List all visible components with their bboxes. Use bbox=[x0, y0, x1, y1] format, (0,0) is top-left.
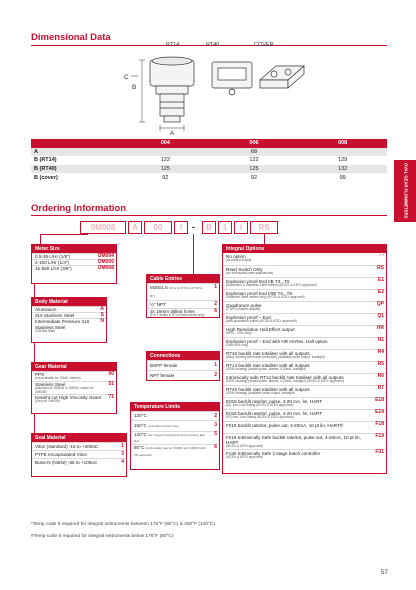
meter-drawing bbox=[150, 57, 194, 122]
code-box-meter: 0M008 bbox=[80, 221, 126, 234]
option-note: (SS) incl. Low Rating (IECEx & ATEX approved) bbox=[226, 415, 294, 420]
option-note: (Al), incl. Low Rating (IECEx & ATEX approved) bbox=[226, 403, 294, 408]
option-code: - - bbox=[379, 252, 384, 258]
option-code: F31 bbox=[375, 449, 384, 455]
seal-material-box bbox=[31, 433, 127, 477]
option-note: (Aluminium & Stainless Steel meters) (IECEx & ATEX approved) bbox=[226, 283, 317, 288]
option-code: 2 bbox=[214, 372, 217, 378]
header-cell bbox=[31, 139, 121, 148]
product-drawings bbox=[120, 50, 320, 138]
footnote-temp-code-5: *Temp code 5 required for integral instruments between 176°F (80°C) & 250°F (120°C) bbox=[31, 522, 215, 527]
cover-drawing bbox=[260, 66, 304, 88]
option-label: ½" NPT bbox=[150, 302, 166, 307]
row-label: A bbox=[31, 148, 121, 157]
body-material-box bbox=[31, 297, 107, 343]
option-code: S bbox=[100, 312, 104, 319]
option-note: (2 NPN phased outputs) bbox=[226, 307, 261, 312]
option-label: F130 Intrinsically Safe 2 stage batch controller bbox=[226, 451, 321, 456]
option-label: BSPP female bbox=[150, 363, 178, 368]
option-note: (GRN housing) (scaled pulse, alarms, 4-20mA, loadlight) bbox=[226, 367, 306, 372]
option-note: (Alloy housing with linear protection) (available pulse output, loadlight) bbox=[226, 355, 325, 360]
header-cell: 004 bbox=[121, 139, 210, 148]
option-code: R7 bbox=[377, 385, 384, 391]
option-code: R6 bbox=[377, 373, 384, 379]
code-box-cable: B bbox=[202, 221, 216, 234]
connections-box bbox=[146, 351, 220, 381]
option-label: E018 backlit rate/tot, pulse, 4-20 mA, lin, HART bbox=[226, 399, 323, 404]
dimension-table bbox=[31, 139, 387, 182]
code-box-gear: 00 bbox=[144, 221, 172, 234]
meter-size-title: Meter Size bbox=[32, 245, 116, 253]
option-code: HR bbox=[376, 325, 384, 331]
option-label: Quadrature pulse bbox=[226, 303, 262, 308]
option-note: (GRN housing) (available pulse output, loadlight) bbox=[226, 391, 295, 396]
list-item bbox=[147, 283, 219, 300]
option-code: 3 bbox=[121, 451, 124, 457]
list-item bbox=[223, 349, 386, 361]
list-item bbox=[223, 397, 386, 409]
option-code: 3 bbox=[214, 422, 217, 428]
option-code: E1 bbox=[377, 277, 384, 283]
integral-options-box bbox=[222, 244, 387, 474]
option-note: (For 1 series & RT40 instruments only) bbox=[150, 313, 205, 318]
list-item bbox=[131, 444, 219, 457]
cell: 129 bbox=[338, 157, 348, 164]
option-note: (GRN housing) (scaled pulse, alarms, 4-20mA, loadlight) (IECEx & ATEX approved) bbox=[226, 379, 344, 384]
option-note: (not available for 135oC meters) bbox=[35, 376, 81, 381]
option-code: OM006 bbox=[97, 259, 114, 266]
dim-a-label: A bbox=[170, 130, 175, 137]
connector-line bbox=[40, 234, 41, 244]
option-note: (Stainless Steel meters only) (IECEx & ATEX approved) bbox=[226, 295, 305, 300]
list-item bbox=[32, 394, 116, 404]
option-label: Aluminium bbox=[35, 307, 57, 312]
row-label: B (cover) bbox=[34, 174, 58, 181]
option-code: A bbox=[100, 306, 104, 312]
option-label: Explosion proof – Exd with HR Hi-Res. Hall option bbox=[226, 339, 328, 344]
option-code: 1 bbox=[214, 362, 217, 368]
option-label: Intrinsically safe RT14 backlit rate totaliser with all outputs bbox=[226, 375, 344, 380]
option-label: 150°C bbox=[134, 423, 147, 428]
code-box-connection: 1 bbox=[218, 221, 232, 234]
option-label: RT14 backlit rate totaliser with all outputs bbox=[226, 363, 310, 368]
option-code: OM004 bbox=[97, 253, 114, 259]
option-code: OM008 bbox=[97, 265, 114, 272]
integral-options-list bbox=[223, 253, 386, 461]
table-row bbox=[31, 156, 387, 165]
option-code: H1 bbox=[377, 337, 384, 343]
list-item bbox=[223, 337, 386, 349]
option-label: Reed Switch Only bbox=[226, 267, 263, 272]
option-code: 00 bbox=[108, 371, 114, 377]
row-label: B (RT14) bbox=[34, 157, 57, 164]
table-row bbox=[31, 148, 387, 157]
option-label: 120°C bbox=[134, 413, 147, 418]
option-code: QP bbox=[376, 301, 384, 307]
seal-material-title: Seal Material bbox=[32, 434, 126, 442]
list-item bbox=[223, 325, 386, 337]
option-label: NPT female bbox=[150, 373, 175, 378]
cell: 99 bbox=[339, 174, 346, 181]
option-note: (for Intrinsically safe applications) bbox=[226, 271, 274, 276]
rt40-drawing bbox=[212, 62, 252, 95]
code-box-integral: RS bbox=[250, 221, 278, 234]
list-item bbox=[32, 458, 126, 466]
option-label: 316 Stainless Steel bbox=[35, 313, 75, 319]
option-note: (One HR6 only) bbox=[226, 343, 249, 348]
option-label: PPS bbox=[35, 372, 45, 377]
option-label: Kesisht cut High Viscosity Gears bbox=[35, 395, 102, 401]
dim-b-label: B bbox=[132, 84, 137, 91]
section-side-tab: OVAL GEAR FLOWMETERS bbox=[394, 160, 416, 222]
option-code: F19 bbox=[375, 433, 384, 439]
cable-entries-box bbox=[146, 274, 220, 318]
option-code: 6 bbox=[214, 308, 217, 314]
option-label: No option bbox=[226, 254, 246, 259]
option-note: (Intrinsically safe for OM004 and OM006 with FM approval) bbox=[134, 446, 206, 457]
option-code: E2 bbox=[377, 289, 384, 295]
option-label: RT40 backlit rate totaliser with all outputs bbox=[226, 387, 310, 392]
list-item bbox=[147, 370, 219, 380]
meter-size-box bbox=[31, 244, 117, 284]
list-item bbox=[32, 442, 126, 450]
table-row bbox=[31, 173, 387, 182]
option-note: (IECEx & ATEX approved) bbox=[226, 444, 264, 449]
list-item bbox=[223, 361, 386, 373]
list-item bbox=[223, 409, 386, 421]
cell: 92 bbox=[162, 174, 169, 181]
list-item bbox=[223, 373, 386, 385]
option-label: PTFE encapsulated Viton bbox=[35, 452, 88, 457]
option-label: 2-100 L/Hr (1/4") bbox=[35, 260, 70, 266]
option-note: (with quadrature pulse) (IECEx & ATEX approved) bbox=[226, 319, 297, 324]
gear-material-box bbox=[31, 362, 117, 414]
option-code: 6 bbox=[214, 444, 217, 451]
cell: 122 bbox=[249, 157, 259, 164]
option-note: (as picked output) bbox=[226, 258, 252, 263]
table-row bbox=[31, 165, 387, 174]
dimensional-title: Dimensional Data bbox=[31, 32, 111, 43]
cable-entries-title: Cable Entries bbox=[147, 275, 219, 283]
list-item bbox=[131, 420, 219, 431]
option-note: (NPN – 20% only) bbox=[226, 331, 252, 336]
connector-line bbox=[40, 234, 88, 235]
option-note: (standard on OM004 & OM006, option for OM008) bbox=[35, 386, 94, 394]
list-item bbox=[223, 277, 386, 289]
view-label-rt14: RT14 bbox=[166, 42, 180, 48]
cell: 132 bbox=[298, 165, 387, 174]
list-item bbox=[32, 381, 116, 394]
temperature-limits-box bbox=[130, 402, 220, 470]
cell: 125 bbox=[121, 165, 210, 174]
list-item bbox=[32, 318, 106, 333]
header-cell: 008 bbox=[298, 139, 387, 148]
ordering-title: Ordering Information bbox=[31, 203, 126, 214]
gear-material-title: Gear Material bbox=[32, 363, 116, 371]
option-note: (IECEx & ATEX approved) bbox=[226, 455, 264, 460]
footnote-temp-code-6: #Temp code 6 required for integral instruments below 176°F (80°C) bbox=[31, 534, 174, 539]
code-box-body: A bbox=[128, 221, 142, 234]
option-label: Viton (standard) -15 to +200oC bbox=[35, 444, 99, 449]
option-note: (155 Bar Max) bbox=[35, 328, 56, 333]
option-code: 51 bbox=[108, 380, 114, 387]
code-box-temperature: I bbox=[234, 221, 248, 234]
option-label: RT40 backlit rate totaliser with all outputs bbox=[226, 351, 310, 356]
connector-line bbox=[264, 234, 265, 244]
option-note: (Only for RT14 & RT40 & R7) bbox=[150, 286, 203, 298]
option-code: N bbox=[100, 318, 104, 325]
list-item bbox=[131, 431, 219, 444]
option-label: Buna-N (Nitrile) -65 to +100oC bbox=[35, 460, 98, 465]
connections-title: Connections bbox=[147, 352, 219, 360]
list-item bbox=[223, 301, 386, 313]
dim-c-label: C bbox=[124, 74, 129, 81]
option-code: 5 bbox=[214, 431, 217, 437]
list-item bbox=[32, 450, 126, 458]
option-code: Q1 bbox=[377, 313, 384, 319]
cell bbox=[298, 148, 387, 157]
list-item bbox=[223, 449, 386, 461]
option-label: 80°C bbox=[134, 445, 145, 451]
option-code: R4 bbox=[377, 349, 384, 355]
page-number: 57 bbox=[380, 569, 388, 576]
option-label: F018 Intrinsically Safe backlit rate/tot, pulse out, 4-20mA, 10 pt lin, HART bbox=[226, 435, 361, 446]
connector-line bbox=[193, 234, 194, 274]
row-label: B (RT40) bbox=[31, 165, 121, 174]
option-code: RS bbox=[377, 265, 384, 271]
option-code: E18 bbox=[375, 397, 384, 403]
list-item bbox=[147, 360, 219, 370]
list-item bbox=[223, 421, 386, 433]
list-item bbox=[223, 265, 386, 277]
list-item bbox=[223, 289, 386, 301]
option-code: 2 bbox=[214, 413, 217, 419]
option-label: F018 backlit rate/tot, pulse out, 4-20mA, 10 pt lin, HART® bbox=[226, 423, 344, 428]
option-label: Explosion proof Exd I/IIB T3...T6 bbox=[226, 291, 293, 296]
cell bbox=[121, 148, 210, 157]
option-code: 1 bbox=[121, 443, 124, 449]
list-item bbox=[223, 385, 386, 397]
option-label: 0.5-36 L/Hr (1/8") bbox=[35, 254, 71, 259]
header-cell: 006 bbox=[210, 139, 299, 148]
code-box-seal: I bbox=[174, 221, 188, 234]
view-label-cover: COVER bbox=[254, 42, 274, 48]
list-item bbox=[223, 253, 386, 265]
option-note: (red effect sensor only) bbox=[148, 424, 179, 428]
option-note: (for integral instruments and excluding Exd R4) bbox=[134, 433, 205, 444]
view-label-rt40: RT40 bbox=[206, 42, 220, 48]
temperature-title: Temperature Limits bbox=[131, 403, 219, 411]
option-label: 120°C bbox=[134, 432, 147, 437]
list-item bbox=[223, 313, 386, 325]
option-code: R5 bbox=[377, 361, 384, 367]
code-dash: - bbox=[192, 222, 195, 232]
list-item bbox=[147, 300, 219, 308]
option-label: Explosion proof Exd IIB T3...T6 bbox=[226, 279, 290, 284]
cell: 125 bbox=[210, 165, 299, 174]
list-item bbox=[131, 411, 219, 420]
option-note: (Only for OM008) bbox=[35, 399, 60, 404]
option-label: Stainless Steel bbox=[35, 381, 66, 387]
option-label: Intermediate Pressure 316 Stainless Steel bbox=[35, 319, 90, 330]
option-code: E19 bbox=[375, 409, 384, 415]
option-code: 2 bbox=[214, 301, 217, 307]
body-material-title: Body Material bbox=[32, 298, 106, 306]
dimension-table-header bbox=[31, 139, 387, 148]
cell: 68 bbox=[210, 148, 299, 157]
option-label: 15-550 L/Hr (3/8") bbox=[35, 266, 72, 272]
title-rule bbox=[31, 215, 387, 216]
list-item bbox=[32, 265, 116, 271]
cell: 122 bbox=[160, 157, 170, 164]
option-label: 3x 16mm drilled holes bbox=[150, 309, 195, 314]
list-item bbox=[147, 308, 219, 318]
option-label: Explosion proof – Exd bbox=[226, 315, 271, 320]
option-code: 4 bbox=[121, 459, 124, 465]
option-code: 71 bbox=[108, 394, 114, 401]
integral-options-title: Integral Options bbox=[223, 245, 386, 253]
cell: 92 bbox=[250, 174, 258, 181]
option-label: M20x1.5 bbox=[150, 285, 168, 290]
option-code: 1 bbox=[214, 284, 217, 290]
list-item bbox=[223, 433, 386, 449]
option-label: E018 backlit rate/tot, pulse, 4-20 mA, lin, HART bbox=[226, 411, 323, 416]
option-label: High Resolution Hall Effect output bbox=[226, 327, 295, 332]
option-code: F18 bbox=[375, 421, 384, 427]
list-item bbox=[32, 371, 116, 381]
